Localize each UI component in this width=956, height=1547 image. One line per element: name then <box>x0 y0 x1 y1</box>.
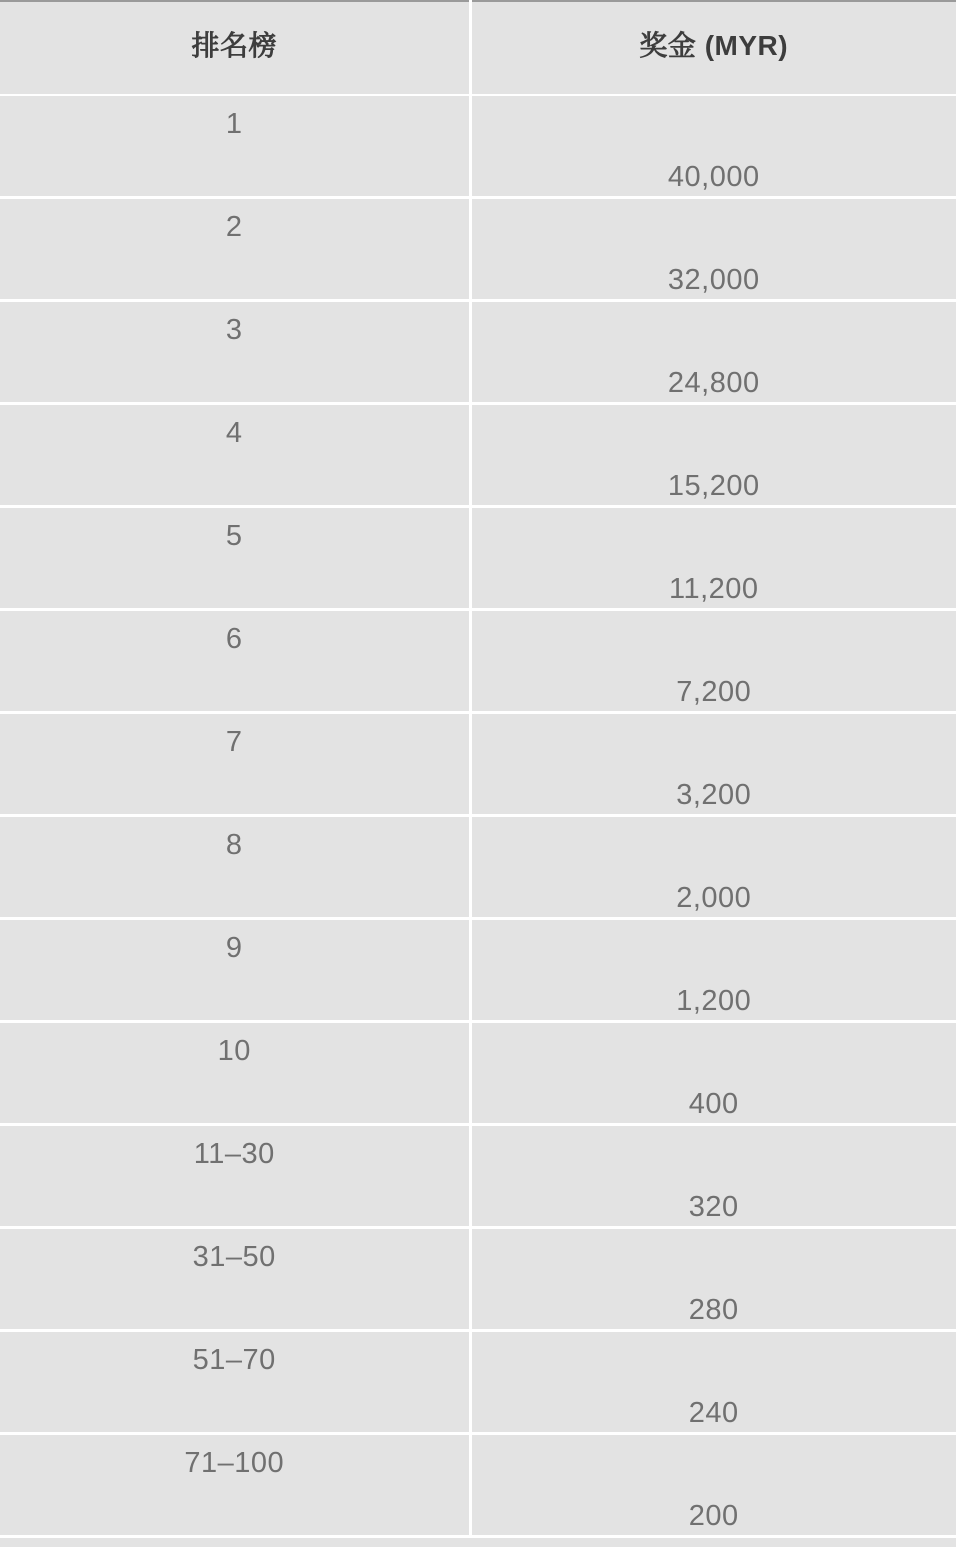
cell-prize <box>470 610 956 713</box>
rank-value: 6 <box>225 623 243 655</box>
table-body <box>0 95 956 1537</box>
prize-value: 32,000 <box>667 264 760 296</box>
table-row <box>0 1434 956 1537</box>
cell-prize <box>470 1434 956 1537</box>
table-row <box>0 1228 956 1331</box>
prize-value: 7,200 <box>676 676 752 708</box>
rank-value: 4 <box>225 417 243 449</box>
table-row <box>0 404 956 507</box>
prize-value: 1,200 <box>676 985 752 1017</box>
cell-prize <box>470 919 956 1022</box>
cell-rank <box>0 1434 470 1537</box>
cell-prize <box>470 1331 956 1434</box>
rank-value: 7 <box>225 726 243 758</box>
cell-prize <box>470 1022 956 1125</box>
cell-prize <box>470 404 956 507</box>
cell-rank <box>0 919 470 1022</box>
cell-prize <box>470 816 956 919</box>
table-row <box>0 1331 956 1434</box>
rank-value: 9 <box>225 932 243 964</box>
prize-value: 400 <box>688 1088 739 1120</box>
table-row <box>0 919 956 1022</box>
rank-value: 71–100 <box>184 1447 285 1479</box>
rank-value: 1 <box>225 108 243 140</box>
rank-value: 3 <box>225 314 243 346</box>
column-header-rank: 排名榜 <box>0 1 470 95</box>
rank-value: 10 <box>217 1035 251 1067</box>
table-row <box>0 198 956 301</box>
cell-prize <box>470 198 956 301</box>
rank-value: 2 <box>225 211 243 243</box>
cell-rank <box>0 1125 470 1228</box>
prize-value: 240 <box>688 1397 739 1429</box>
prize-value: 280 <box>688 1294 739 1326</box>
cell-rank <box>0 816 470 919</box>
cell-rank <box>0 1331 470 1434</box>
rank-value: 31–50 <box>192 1241 276 1273</box>
rank-value: 5 <box>225 520 243 552</box>
cell-prize <box>470 301 956 404</box>
table-header-row <box>0 1 956 95</box>
prize-value: 3,200 <box>676 779 752 811</box>
cell-rank <box>0 404 470 507</box>
cell-rank <box>0 507 470 610</box>
table-header <box>0 1 956 95</box>
cell-rank <box>0 1022 470 1125</box>
table-row <box>0 507 956 610</box>
table-row <box>0 1125 956 1228</box>
table-row <box>0 301 956 404</box>
prize-value: 2,000 <box>676 882 752 914</box>
prize-value: 200 <box>688 1500 739 1532</box>
table-row <box>0 95 956 198</box>
cell-rank <box>0 95 470 198</box>
cell-rank <box>0 1228 470 1331</box>
cell-prize <box>470 1125 956 1228</box>
cell-rank <box>0 198 470 301</box>
table-row <box>0 1022 956 1125</box>
cell-prize <box>470 1228 956 1331</box>
column-header-prize: 奖金 (MYR) <box>470 1 956 95</box>
table-row <box>0 713 956 816</box>
cell-prize <box>470 713 956 816</box>
prize-value: 11,200 <box>668 573 759 605</box>
table-row <box>0 816 956 919</box>
rank-value: 8 <box>225 829 243 861</box>
cell-prize <box>470 95 956 198</box>
prize-value: 40,000 <box>667 161 760 193</box>
cell-prize <box>470 507 956 610</box>
rank-value: 11–30 <box>193 1138 275 1170</box>
cell-rank <box>0 713 470 816</box>
cell-rank <box>0 610 470 713</box>
prize-value: 320 <box>688 1191 739 1223</box>
prize-value: 24,800 <box>667 367 760 399</box>
table-row <box>0 610 956 713</box>
rank-value: 51–70 <box>192 1344 276 1376</box>
prize-value: 15,200 <box>667 470 760 502</box>
cell-rank <box>0 301 470 404</box>
